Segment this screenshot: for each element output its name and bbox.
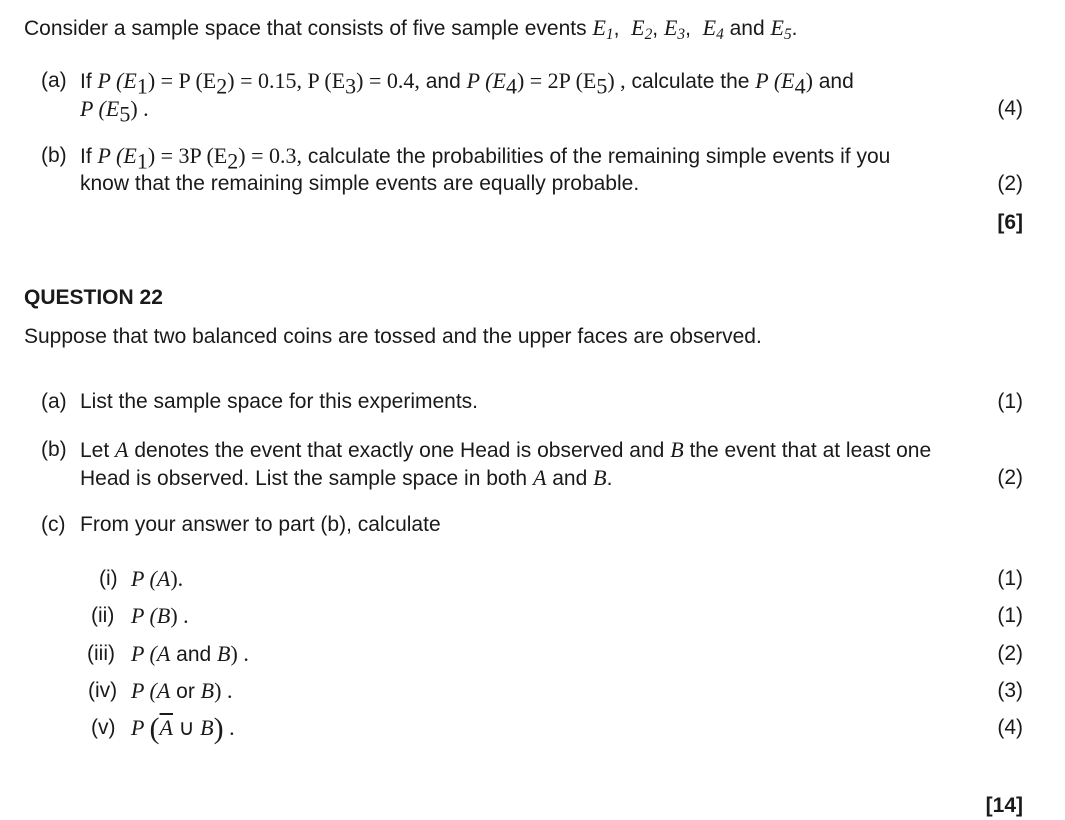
marks: (2) — [997, 466, 1023, 489]
marks: (1) — [997, 390, 1023, 413]
intro-text: Consider a sample space that consists of five sample events — [24, 17, 593, 40]
intro-line: Consider a sample space that consists of five sample events $E_1$, $E_2$, $E_3$, $E_4$ and $E_5$. — [24, 15, 798, 43]
part-label: (a) — [41, 69, 67, 92]
marks: (2) — [997, 172, 1023, 195]
q22-heading: QUESTION 22 — [24, 286, 163, 309]
marks: (1) — [997, 604, 1023, 627]
q21-total: [6] — [997, 211, 1023, 234]
part-label: (b) — [41, 144, 67, 167]
marks: (4) — [997, 97, 1023, 120]
marks: (2) — [997, 642, 1023, 665]
part-label: (b) — [41, 438, 67, 461]
marks: (1) — [997, 567, 1023, 590]
q22-intro: Suppose that two balanced coins are tossed and the upper faces are observed. — [24, 325, 762, 348]
marks: (4) — [997, 716, 1023, 739]
part-label: (c) — [41, 513, 66, 536]
q22-total: [14] — [985, 794, 1023, 817]
marks: (3) — [997, 679, 1023, 702]
part-label: (a) — [41, 390, 67, 413]
